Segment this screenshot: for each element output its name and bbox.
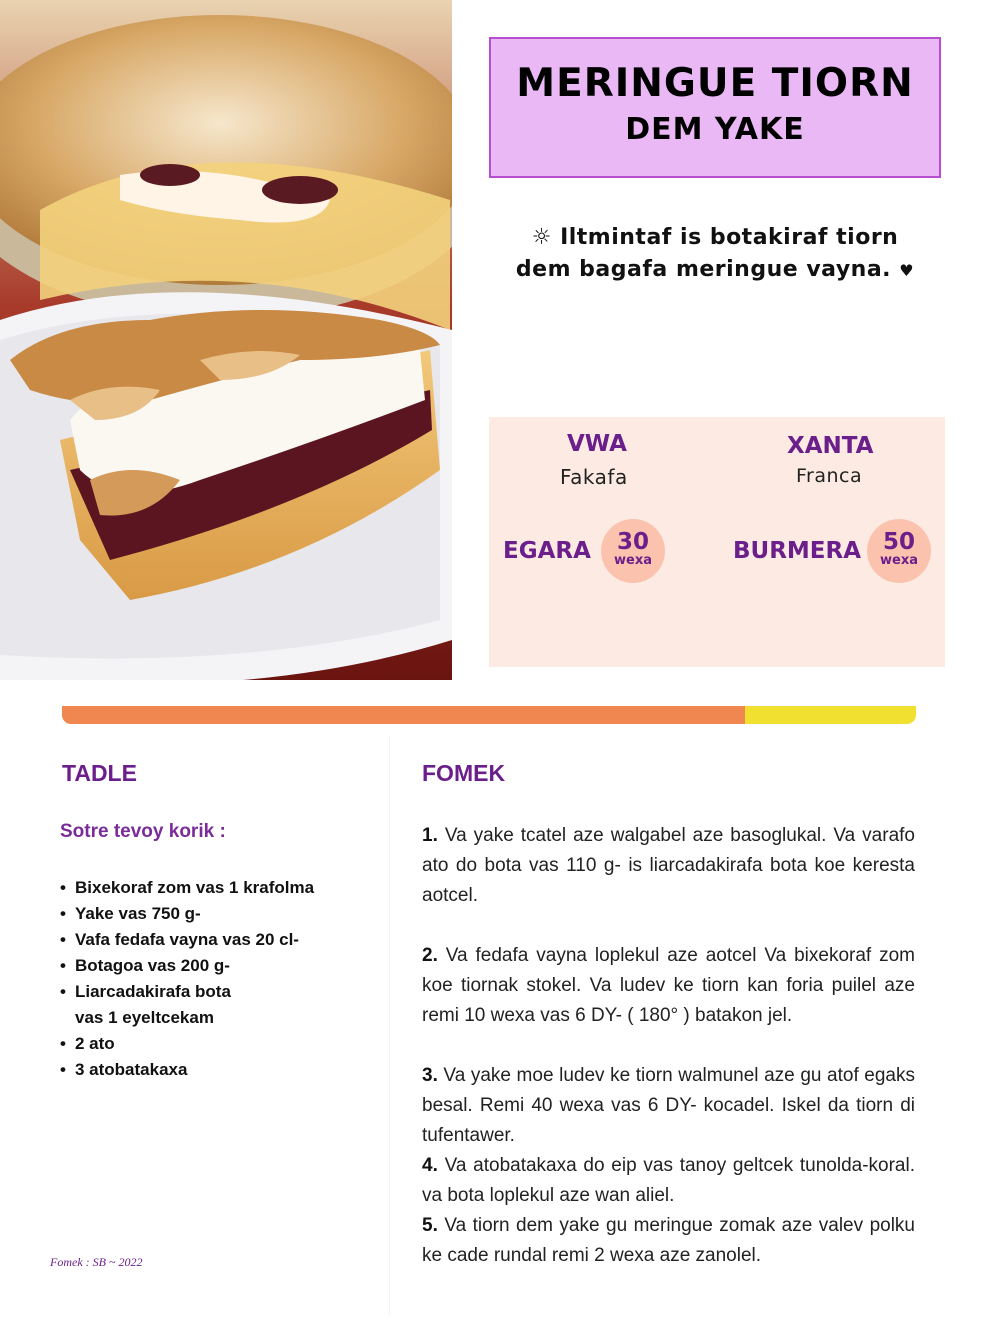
egara-label: EGARA [503,538,591,564]
step-text: Va yake tcatel aze walgabel aze basoglukal. Va varafo ato do bota vas 110 g- is liarcadakirafa bota koe keresta aotcel. [422,825,915,906]
column-divider [389,735,390,1315]
step-number: 1. [422,825,438,846]
step-text: Va tiorn dem yake gu meringue zomak aze valev polku ke cade rundal remi 2 wexa aze zanolel. [422,1215,915,1266]
burmera-unit: wexa [880,553,918,568]
bar-yellow-segment [745,706,916,724]
ingredient-item: • Yake vas 750 g- [60,901,314,927]
step-number: 3. [422,1065,438,1086]
tagline [489,222,941,287]
step-text: Va fedafa vayna loplekul aze aotcel Va bixekoraf zom koe tiornak stokel. Va ludev ke tiorn kan foria puilel aze remi 10 wexa vas 6 DY- ( 180° ) batakon jel. [422,945,915,1026]
burmera-time-badge [867,519,931,583]
method-step-5 [422,1211,915,1271]
info-panel [489,417,945,667]
color-divider-bar [62,706,916,724]
method-step-1 [422,821,915,911]
step-number: 2. [422,945,438,966]
vwa-value: Fakafa [560,465,628,489]
ingredient-item: • 3 atobatakaxa [60,1057,314,1083]
ingredient-item: • 2 ato [60,1031,314,1057]
method-step-3 [422,1061,915,1151]
burmera-value: 50 [882,529,915,555]
ingredient-item: • Bixekoraf zom vas 1 krafolma [60,875,314,901]
ingredient-item: • Vafa fedafa vayna vas 20 cl- [60,927,314,953]
method-heading: FOMEK [422,760,506,786]
step-number: 5. [422,1215,438,1236]
title-box [489,37,941,178]
step-text: Va yake moe ludev ke tiorn walmunel aze gu atof egaks besal. Remi 40 wexa vas 6 DY- kocadel. Iskel da tiorn di tufentawer. [422,1065,915,1146]
method-step-2 [422,941,915,1031]
step-number: 4. [422,1155,438,1176]
ingredients-heading: TADLE [62,760,137,786]
xanta-label: XANTA [787,433,874,459]
burmera-label: BURMERA [733,538,862,564]
method-step-4 [422,1151,915,1211]
footer-credit: Fomek : SB ~ 2022 [50,1255,143,1269]
page-subtitle: DEM YAKE [625,112,805,147]
bar-orange-segment [62,706,745,724]
egara-value: 30 [616,529,649,555]
ingredients-list [60,875,314,1083]
sun-icon: ☼ [531,225,552,250]
tagline-line-2: dem bagafa meringue vayna. [515,257,892,282]
egara-time-badge [601,519,665,583]
page-title: MERINGUE TIORN [516,61,914,106]
vwa-label: VWA [567,431,627,457]
ingredient-item: • Liarcadakirafa bota vas 1 eyeltcekam [60,979,314,1031]
xanta-value: Franca [796,465,863,487]
ingredients-subheading: Sotre tevoy korik : [60,821,226,842]
recipe-photo [0,0,452,680]
egara-unit: wexa [614,553,652,568]
step-text: Va atobatakaxa do eip vas tanoy geltcek tunolda-koral. va bota loplekul aze wan aliel. [422,1155,915,1206]
heart-icon: ♥ [899,261,915,280]
tagline-line-1: Iltmintaf is botakiraf tiorn [560,225,899,250]
ingredient-item: • Botagoa vas 200 g- [60,953,314,979]
